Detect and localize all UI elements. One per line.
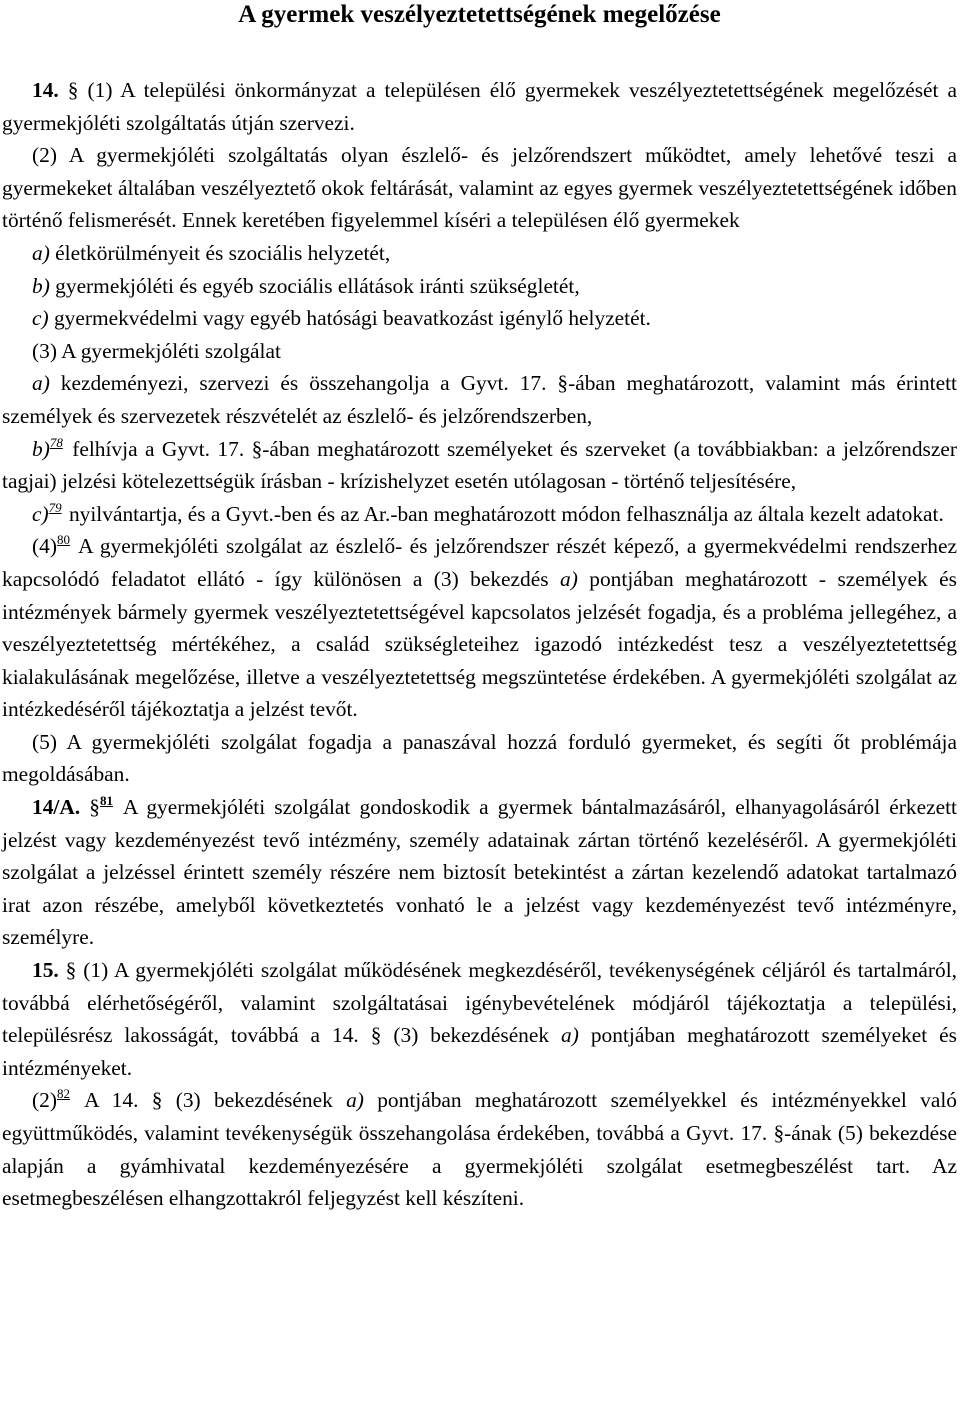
- list-item-c-text: gyermekvédelmi vagy egyéb hatósági beavatkozást igénylő helyzetét.: [48, 306, 651, 331]
- paragraph-3-item-b: [2, 433, 957, 498]
- p4-label: (4): [32, 534, 57, 559]
- list-item-b-text: gyermekjóléti és egyéb szociális ellátások iránti szükségletét,: [49, 273, 580, 298]
- section-14-p2-text: (2) A gyermekjóléti szolgáltatás olyan észlelő- és jelzőrendszert működtet, amely lehetővé teszi a gyermekeket általában veszélyeztető okok feltárását, valamint az egyes gyermek veszélyeztetettségének időben történő felismerését. Ennek keretében figyelemmel kíséri a településen élő gyermekek: [2, 143, 957, 233]
- p3-item-a-text: kezdeményezi, szervezi és összehangolja a Gyvt. 17. §-ában meghatározott, valamint más érintett személyek és szervezetek részvételét az észlelő- és jelzőrendszerben,: [2, 371, 957, 428]
- footnote-ref-80[interactable]: 80: [56, 532, 70, 548]
- paragraph-3-item-c: [2, 498, 957, 531]
- p5-text: (5) A gyermekjóléti szolgálat fogadja a panaszával hozzá forduló gyermeket, és segíti őt problémája megoldásában.: [2, 729, 957, 787]
- list-letter-c: c): [32, 306, 49, 331]
- section-14-paragraph-1: [2, 74, 957, 139]
- section-14a-text: A gyermekjóléti szolgálat gondoskodik a gyermek bántalmazásáról, elhanyagolásáról érkezett jelzést vagy kezdeményezést tevő intézmény, személy adatainak zártan történő kezeléséről. A gyermekjóléti szolgálat a jelzéssel érintett személy részére nem biztosít betekintést a zártan kezelendő adatokat tartalmazó irat azon részébe, amelyből következtetés vonható le a jelzést vagy kezdeményezést tevő intézményre, személyre.: [2, 795, 957, 950]
- list-letter-b: b): [32, 273, 50, 298]
- list-letter-a: a): [32, 240, 50, 265]
- s15-p1-text-1: § (1) A gyermekjóléti szolgálat működésének megkezdéséről, tevékenységének céljáról és tartalmáról, továbbá elérhetőségéről, valamint szolgáltatásai igénybevételének módjáról tájékoztatja a települési, településrész lakosságát, továbbá a 14. § (3) bekezdésének: [2, 958, 957, 1048]
- list-item-b: [2, 270, 957, 303]
- section-15-paragraph-1: [2, 954, 957, 1084]
- section-14-p1-text: § (1) A települési önkormányzat a településen élő gyermekek veszélyeztetettségének megelőzését a gyermekjóléti szolgáltatás útján szervezi.: [2, 78, 957, 135]
- list-item-a-text: életkörülményeit és szociális helyzetét,: [49, 240, 391, 265]
- footnote-ref-82[interactable]: 82: [56, 1086, 70, 1102]
- section-15-number: 15.: [32, 958, 59, 983]
- p3-letter-c: c): [32, 501, 49, 526]
- p3-letter-b: b): [32, 436, 50, 461]
- section-14-number: 14.: [32, 78, 59, 102]
- s15-p2-label: (2): [32, 1088, 57, 1113]
- s15-p1-text-2: pontjában meghatározott személyeket és intézményeket.: [2, 1023, 957, 1080]
- p4-letter-a: a): [560, 566, 578, 591]
- footnote-ref-79[interactable]: 79: [48, 499, 62, 515]
- section-14-paragraph-2: [2, 139, 957, 237]
- section-14-paragraph-5: [2, 726, 957, 791]
- list-item-a: [2, 237, 957, 270]
- list-item-c: [2, 302, 957, 335]
- section-15-paragraph-2: [2, 1084, 957, 1214]
- p4-text-2: pontjában meghatározott - személyek és intézmények bármely gyermek veszélyeztetettségével kapcsolatos jelzését fogadja, és a probléma jellegéhez, a veszélyeztetettség mértékéhez, a család szükségleteihez igazodó intézkedést tesz a veszélyeztetettség kialakulásának megelőzése, illetve a veszélyeztetettség megszüntetése érdekében. A gyermekjóléti szolgálat az intézkedéséről tájékoztatja a jelzést tevőt.: [2, 566, 957, 722]
- section-14a: [2, 791, 957, 954]
- s15-p1-letter-a: a): [561, 1023, 579, 1048]
- section-14-paragraph-4: [2, 530, 957, 726]
- s15-p2-text-2: pontjában meghatározott személyekkel és intézményekkel való együttműködés, valamint tevékenységük összehangolása érdekében, továbbá a Gyvt. 17. §-ának (5) bekezdése alapján a gyámhivatal kezdeményezésére a gyermekjóléti szolgálat esetmegbeszélést tart. Az esetmegbeszélésen elhangzottakról feljegyzést kell készíteni.: [2, 1088, 957, 1211]
- p3-item-b-text: felhívja a Gyvt. 17. §-ában meghatározott személyeket és szerveket (a továbbiakban: a jelzőrendszer tagjai) jelzési kötelezettségük írásban - krízishelyzet esetén utólagosan - történő teljesítésére,: [2, 436, 957, 494]
- section-14-paragraph-3: (3) A gyermekjóléti szolgálat: [32, 338, 281, 363]
- page-title: A gyermek veszélyeztetettségének megelőzése: [238, 1, 721, 28]
- p4-text-1: A gyermekjóléti szolgálat az észlelő- és jelzőrendszer részét képező, a gyermekvédelmi rendszerhez kapcsolódó feladatot ellátó - így különösen a (3) bekezdés: [2, 534, 957, 591]
- s15-p2-letter-a: a): [346, 1088, 364, 1113]
- section-14a-number: 14/A.: [32, 795, 81, 820]
- section-sign: §: [80, 795, 100, 820]
- paragraph-3-item-a: [2, 367, 957, 432]
- s15-p2-text-1: A 14. § (3) bekezdésének: [71, 1088, 347, 1113]
- footnote-ref-78[interactable]: 78: [49, 434, 63, 450]
- p3-item-c-text: nyilvántartja, és a Gyvt.-ben és az Ar.-ban meghatározott módon felhasználja az általa kezelt adatokat.: [63, 501, 944, 526]
- footnote-ref-81[interactable]: 81: [99, 793, 113, 809]
- p3-letter-a: a): [32, 371, 50, 396]
